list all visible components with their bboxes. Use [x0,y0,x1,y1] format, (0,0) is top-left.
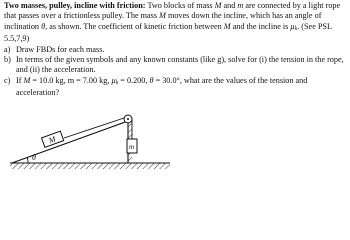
var-M: M [159,11,166,21]
intro-text: moves down the incline, which has an angle of inclination [4,11,322,31]
intro-text: , as shown. The coefficient of kinetic friction between [45,21,224,31]
part-a-label: a) [4,44,11,54]
var-mu-subscript: k [294,25,298,32]
var-mu: μ [111,75,116,85]
angle-label: θ [32,153,36,162]
var-theta: θ [149,75,154,85]
incline-figure [6,113,176,173]
incline-diagram [6,113,176,173]
problem-intro [4,1,346,45]
intro-text: and [221,1,238,10]
pulley-axle [127,118,129,120]
part-b [4,55,346,76]
part-b-label: b) [4,55,11,65]
angle-arc [27,158,28,164]
part-c-text: If [16,75,24,85]
var-M: M [223,21,231,31]
var-M: M [214,1,222,10]
intro-text: . (See PSL 5.5,7,9) [4,21,332,44]
var-mu-subscript: k [115,79,119,86]
intro-text: and the incline is [230,21,291,31]
part-a [4,45,346,55]
problem-title: Two masses, pulley, incline with friction: [4,1,146,10]
ground-hatch [10,163,170,169]
block-M-label: M [47,134,57,146]
var-theta: θ [41,21,46,31]
rope-incline [64,118,124,138]
var-mu: μ [290,21,295,31]
part-c-text: = 10.0 kg, m = 7.00 kg, [30,75,112,85]
part-c-text: = 30.0°, what are the values of the tension and acceleration? [16,75,308,98]
block-m-label: m [129,143,135,151]
part-a-text: Draw FBDs for each mass. [16,44,105,54]
intro-text: Two blocks of mass [145,1,215,10]
part-c [4,76,346,99]
var-m: m [237,1,244,10]
part-c-label: c) [4,75,11,85]
incline-triangle [12,121,128,163]
part-c-text: = 0.200, [118,75,150,85]
problem-text [4,1,346,99]
var-M: M [23,75,31,85]
intro-text: are connected by a light rope that passes over a frictionless pulley. The mass [4,1,341,21]
part-b-text: In terms of the given symbols and any known constants (like g), solve for (i) the tension in the rope, and (ii) the acceleration. [16,55,344,75]
